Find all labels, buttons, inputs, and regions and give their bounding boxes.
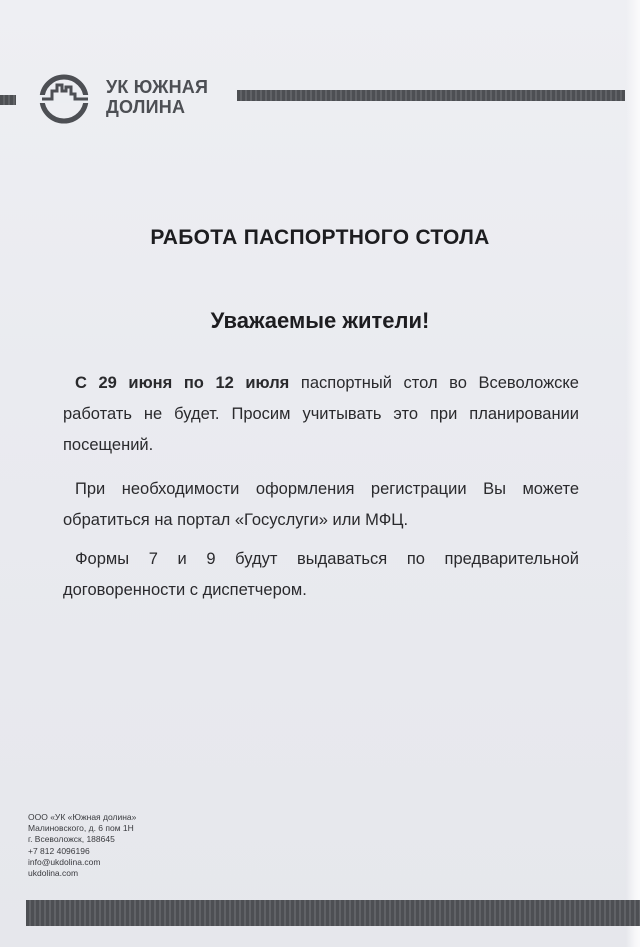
contact-email: info@ukdolina.com [28, 856, 101, 867]
header-stripe-left [0, 95, 16, 105]
paragraph-registration [63, 474, 579, 536]
notice-title: РАБОТА ПАСПОРТНОГО СТОЛА [150, 226, 490, 249]
footer-stripe [26, 900, 640, 926]
circle-skyline-icon [38, 74, 100, 124]
greeting: Уважаемые жители! [210, 308, 430, 333]
company-contacts [28, 812, 136, 879]
contact-city: г. Всеволожск, 188645 [28, 834, 115, 845]
logo-text [106, 77, 208, 117]
logo-line-2: ДОЛИНА [106, 97, 186, 117]
registration-text: При необходимости оформления регистрации Вы можете обратиться на портал «Госуслуги» или МФЦ. [63, 480, 579, 529]
contact-street: Малиновского, д. 6 пом 1Н [28, 823, 134, 834]
paragraph-closure [63, 368, 579, 461]
contact-company: ООО «УК «Южная долина» [28, 812, 137, 822]
paragraph-forms [63, 544, 579, 606]
company-logo [38, 74, 228, 124]
contact-phone: +7 812 4096196 [28, 845, 90, 856]
contact-website: ukdolina.com [28, 868, 79, 879]
page-edge [626, 0, 640, 947]
forms-text: Формы 7 и 9 будут выдаваться по предварительной договоренности с диспетчером. [63, 550, 579, 599]
logo-line-1: УК ЮЖНАЯ [106, 77, 209, 97]
closure-dates: С 29 июня по 12 июля [75, 374, 290, 392]
closure-text: паспортный стол во Всеволожске работать не будет. Просим учитывать это при планировании посещений. [63, 374, 579, 454]
header-stripe [237, 90, 625, 101]
